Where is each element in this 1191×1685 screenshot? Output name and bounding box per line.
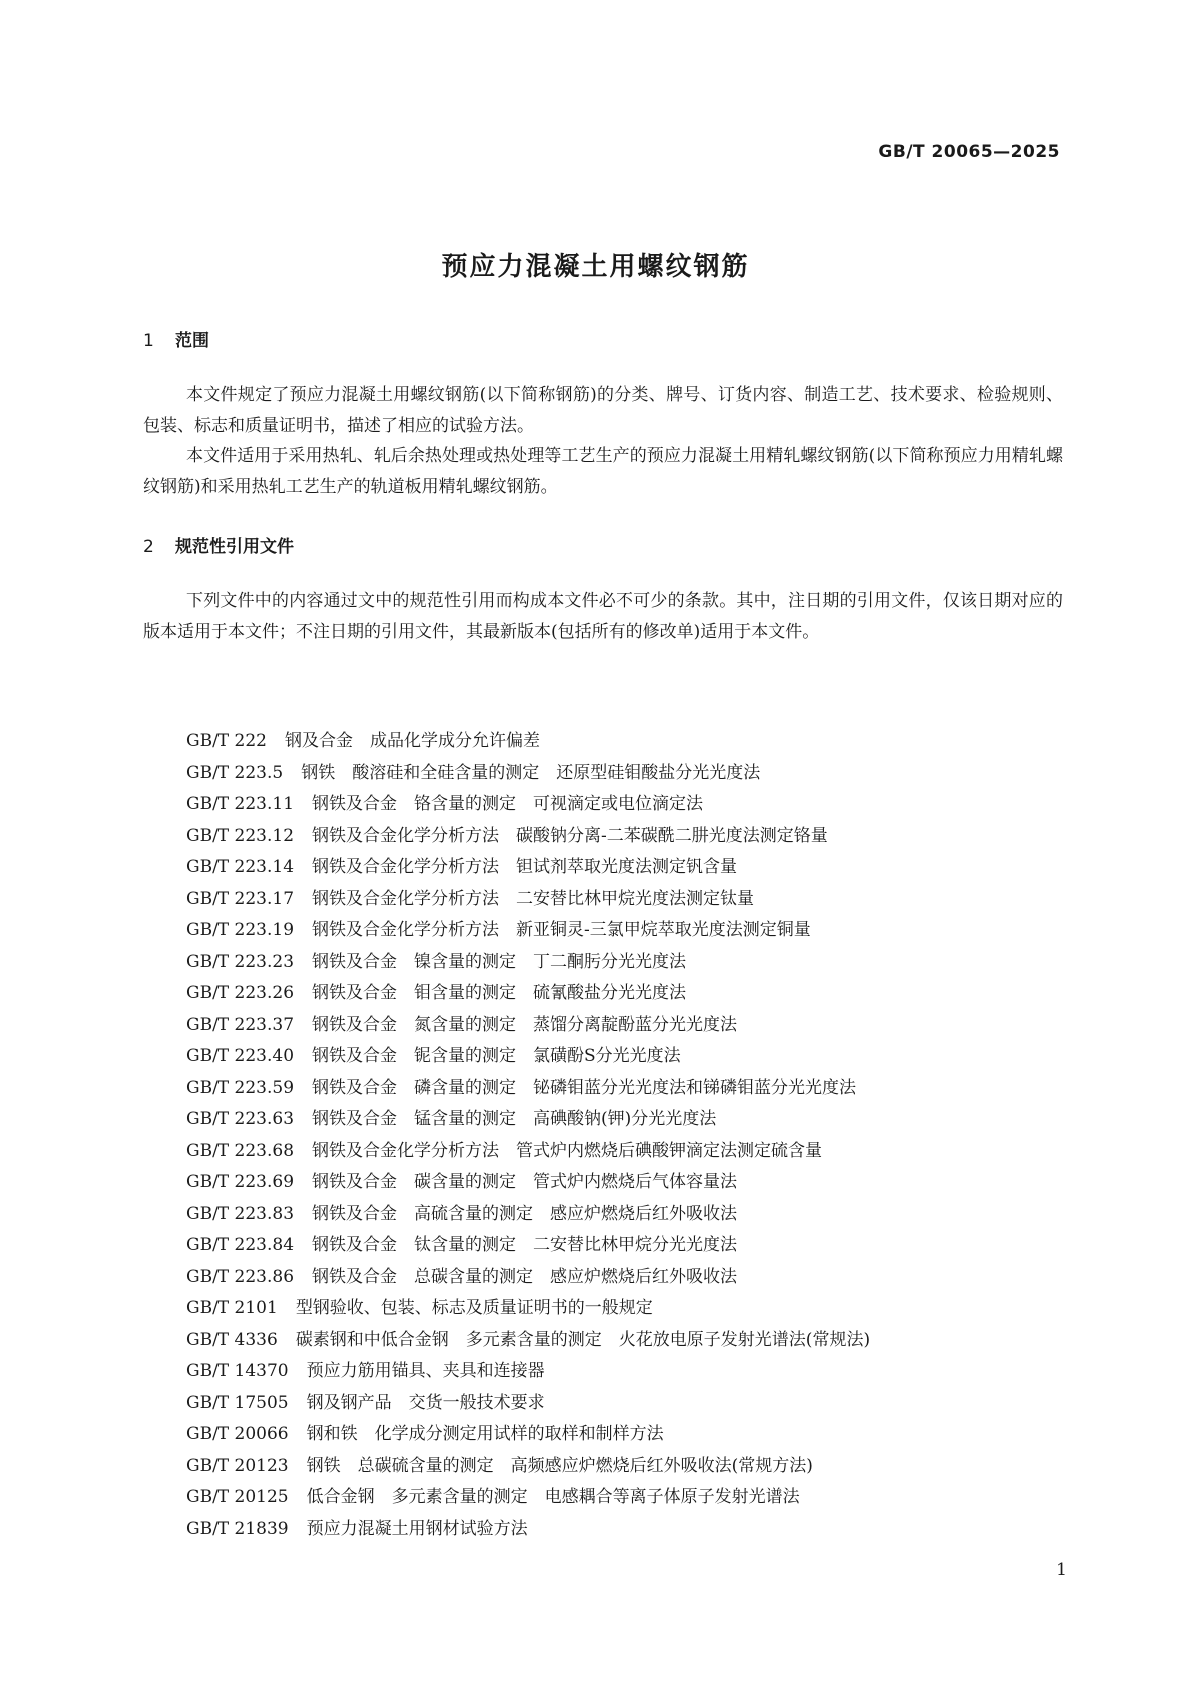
reference-title: 型钢验收、包装、标志及质量证明书的一般规定 [295, 1298, 653, 1318]
reference-title: 钢铁及合金 镍含量的测定 丁二酮肟分光光度法 [312, 951, 687, 972]
reference-item [186, 1230, 870, 1262]
reference-item [186, 821, 870, 853]
reference-code: GB/T 223.40 [186, 1046, 295, 1066]
reference-code: GB/T 17505 [186, 1392, 289, 1413]
standard-number: GB/T 20065—2025 [878, 142, 1060, 162]
reference-title: 钢及合金 成品化学成分允许偏差 [285, 731, 540, 751]
reference-title: 钢铁及合金化学分析方法 管式炉内燃烧后碘酸钾滴定法测定硫含量 [312, 1140, 823, 1161]
reference-title: 钢铁及合金 总碳含量的测定 感应炉燃烧后红外吸收法 [312, 1266, 738, 1287]
reference-item [186, 1167, 870, 1199]
reference-title: 钢铁及合金 铬含量的测定 可视滴定或电位滴定法 [312, 794, 704, 814]
reference-code: GB/T 223.14 [186, 857, 295, 877]
reference-item [186, 1136, 870, 1168]
reference-item [186, 1010, 870, 1042]
reference-code: GB/T 223.63 [186, 1109, 295, 1129]
reference-code: GB/T 223.86 [186, 1266, 295, 1287]
section-heading-scope [143, 326, 209, 351]
reference-item [186, 852, 870, 884]
reference-title: 钢铁及合金化学分析方法 新亚铜灵-三氯甲烷萃取光度法测定铜量 [312, 920, 811, 940]
reference-item [186, 726, 870, 758]
reference-code: GB/T 223.68 [186, 1140, 295, 1161]
reference-item [186, 1073, 870, 1105]
reference-item [186, 1199, 870, 1231]
reference-title: 钢铁及合金 钛含量的测定 二安替比林甲烷分光光度法 [312, 1235, 738, 1255]
reference-code: GB/T 223.12 [186, 825, 295, 846]
page-number: 1 [1056, 1560, 1067, 1580]
reference-title: 钢铁及合金化学分析方法 钽试剂萃取光度法测定钒含量 [312, 857, 738, 877]
reference-code: GB/T 223.23 [186, 951, 295, 972]
reference-code: GB/T 2101 [186, 1298, 278, 1318]
reference-title: 钢及钢产品 交货一般技术要求 [306, 1392, 545, 1413]
reference-code: GB/T 223.5 [186, 762, 284, 783]
section-number: 1 [143, 331, 154, 351]
reference-item [186, 1325, 870, 1357]
reference-title: 钢铁 酸溶硅和全硅含量的测定 还原型硅钼酸盐分光光度法 [301, 762, 761, 783]
reference-code: GB/T 223.69 [186, 1172, 295, 1192]
reference-title: 预应力筋用锚具、夹具和连接器 [306, 1361, 545, 1381]
reference-title: 预应力混凝土用钢材试验方法 [306, 1518, 528, 1539]
reference-item [186, 1451, 870, 1483]
reference-code: GB/T 223.26 [186, 983, 295, 1003]
reference-code: GB/T 4336 [186, 1329, 278, 1350]
reference-code: GB/T 20125 [186, 1487, 289, 1507]
reference-title: 低合金钢 多元素含量的测定 电感耦合等离子体原子发射光谱法 [306, 1487, 800, 1507]
reference-title: 钢铁及合金 碳含量的测定 管式炉内燃烧后气体容量法 [312, 1172, 738, 1192]
reference-title: 碳素钢和中低合金钢 多元素含量的测定 火花放电原子发射光谱法(常规法) [295, 1329, 871, 1350]
reference-code: GB/T 223.83 [186, 1203, 295, 1224]
reference-item [186, 915, 870, 947]
reference-title: 钢铁及合金 磷含量的测定 铋磷钼蓝分光光度法和锑磷钼蓝分光光度法 [312, 1077, 857, 1098]
reference-title: 钢铁及合金化学分析方法 碳酸钠分离-二苯碳酰二肼光度法测定铬量 [312, 825, 828, 846]
reference-title: 钢铁及合金 氮含量的测定 蒸馏分离靛酚蓝分光光度法 [312, 1014, 738, 1035]
reference-title: 钢铁及合金 高硫含量的测定 感应炉燃烧后红外吸收法 [312, 1203, 738, 1224]
reference-item [186, 884, 870, 916]
reference-item [186, 1482, 870, 1514]
reference-title: 钢铁及合金 钼含量的测定 硫氰酸盐分光光度法 [312, 983, 687, 1003]
reference-item [186, 1514, 870, 1546]
reference-item [186, 789, 870, 821]
reference-code: GB/T 223.11 [186, 794, 295, 814]
reference-title: 钢铁及合金化学分析方法 二安替比林甲烷光度法测定钛量 [312, 888, 755, 909]
reference-code: GB/T 223.37 [186, 1014, 295, 1035]
section-title: 规范性引用文件 [175, 537, 294, 557]
section-number: 2 [143, 537, 154, 557]
reference-item [186, 1041, 870, 1073]
reference-item [186, 1419, 870, 1451]
reference-title: 钢铁及合金 铌含量的测定 氯磺酚S分光光度法 [312, 1046, 681, 1066]
reference-item [186, 1293, 870, 1325]
reference-code: GB/T 223.19 [186, 920, 295, 940]
reference-list [186, 726, 870, 1545]
reference-title: 钢铁 总碳硫含量的测定 高频感应炉燃烧后红外吸收法(常规方法) [306, 1455, 813, 1476]
reference-code: GB/T 14370 [186, 1361, 289, 1381]
reference-item [186, 1104, 870, 1136]
reference-item [186, 947, 870, 979]
scope-paragraph-1: 本文件规定了预应力混凝土用螺纹钢筋(以下简称钢筋)的分类、牌号、订货内容、制造工艺、技术要求、检验规则、包装、标志和质量证明书，描述了相应的试验方法。 [143, 385, 1063, 436]
reference-item [186, 978, 870, 1010]
reference-item [186, 1388, 870, 1420]
reference-code: GB/T 20123 [186, 1455, 289, 1476]
document-title: 预应力混凝土用螺纹钢筋 [441, 252, 750, 282]
reference-item [186, 1262, 870, 1294]
reference-code: GB/T 223.59 [186, 1077, 295, 1098]
reference-code: GB/T 223.84 [186, 1235, 295, 1255]
references-intro-paragraph: 下列文件中的内容通过文中的规范性引用而构成本文件必不可少的条款。其中，注日期的引用文件，仅该日期对应的版本适用于本文件；不注日期的引用文件，其最新版本(包括所有的修改单)适用于本文件。 [143, 591, 1063, 642]
reference-title: 钢和铁 化学成分测定用试样的取样和制样方法 [306, 1424, 664, 1444]
reference-code: GB/T 222 [186, 731, 267, 751]
section-title: 范围 [175, 331, 209, 351]
reference-title: 钢铁及合金 锰含量的测定 高碘酸钠(钾)分光光度法 [312, 1109, 717, 1129]
section-heading-normative-references [143, 532, 294, 557]
reference-item [186, 1356, 870, 1388]
reference-code: GB/T 20066 [186, 1424, 289, 1444]
reference-code: GB/T 223.17 [186, 888, 295, 909]
scope-paragraph-2: 本文件适用于采用热轧、轧后余热处理或热处理等工艺生产的预应力混凝土用精轧螺纹钢筋(以下简称预应力用精轧螺纹钢筋)和采用热轧工艺生产的轨道板用精轧螺纹钢筋。 [143, 446, 1063, 497]
reference-code: GB/T 21839 [186, 1518, 289, 1539]
reference-item [186, 758, 870, 790]
